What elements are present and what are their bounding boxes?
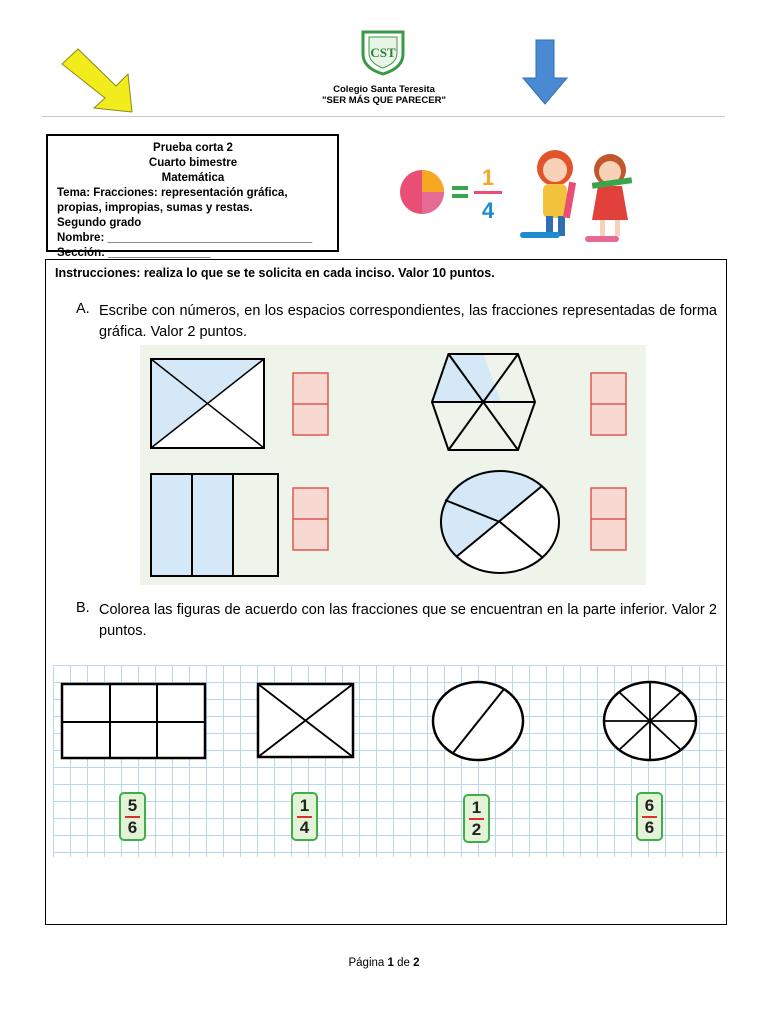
section-a-letter: A. bbox=[76, 301, 90, 317]
equals-sign-icon bbox=[452, 186, 468, 198]
school-name: Colegio Santa Teresita bbox=[333, 84, 435, 95]
hexagon-figure bbox=[432, 354, 535, 450]
illustration-fraction-bar bbox=[474, 191, 502, 194]
header-divider bbox=[42, 116, 725, 117]
fraction-numerator: 6 bbox=[644, 795, 655, 815]
quiz-term: Cuarto bimestre bbox=[148, 157, 238, 169]
six-part-rectangle-figure[interactable] bbox=[62, 684, 205, 758]
quiz-info-box bbox=[46, 134, 339, 259]
section-a-figures bbox=[140, 345, 646, 585]
fraction-denominator: 2 bbox=[471, 819, 482, 839]
children-with-pencils-illustration bbox=[520, 150, 632, 242]
yellow-arrow-icon bbox=[58, 44, 138, 116]
fraction-card-5-6 bbox=[119, 792, 146, 841]
section-b-figures bbox=[53, 665, 725, 785]
fraction-card-6-6 bbox=[636, 792, 663, 841]
half-circle-figure[interactable] bbox=[433, 682, 523, 760]
circle-figure bbox=[439, 470, 559, 573]
section-b-letter: B. bbox=[76, 600, 90, 616]
page-footer bbox=[0, 957, 768, 969]
fraction-denominator: 6 bbox=[644, 817, 655, 837]
x-rectangle-figure[interactable] bbox=[258, 684, 353, 757]
section-b-text: Colorea las figuras de acuerdo con las fracciones que se encuentran en la parte inferior. Valor 2 puntos. bbox=[99, 602, 717, 639]
school-motto: "SER MÁS QUE PARECER" bbox=[322, 95, 446, 106]
school-header bbox=[250, 84, 518, 106]
quiz-topic-line2: propias, impropias, sumas y restas. bbox=[57, 202, 253, 214]
fraction-numerator: 1 bbox=[471, 797, 482, 817]
school-logo bbox=[358, 28, 408, 76]
quiz-subject: Matemática bbox=[161, 172, 225, 184]
answer-box-4[interactable] bbox=[591, 488, 626, 550]
section-a-text: Escribe con números, en los espacios correspondientes, las fracciones representadas de forma gráfica. Valor 2 puntos. bbox=[99, 303, 717, 340]
illustration-denominator: 4 bbox=[481, 198, 495, 223]
sectioned-circle-figure[interactable] bbox=[604, 682, 696, 760]
fraction-card-1-2 bbox=[463, 794, 490, 843]
fraction-denominator: 4 bbox=[299, 817, 310, 837]
fraction-numerator: 5 bbox=[127, 795, 138, 815]
instructions-text: Instrucciones: realiza lo que se te solicita en cada inciso. Valor 10 puntos. bbox=[55, 266, 495, 280]
quiz-grade: Segundo grado bbox=[57, 217, 142, 229]
fraction-denominator: 6 bbox=[127, 817, 138, 837]
school-initials: CST bbox=[370, 45, 396, 60]
section-field[interactable]: Sección: ________________ bbox=[57, 247, 211, 259]
quiz-topic-line1: Tema: Fracciones: representación gráfica, bbox=[57, 187, 288, 199]
footer-middle: de bbox=[393, 957, 414, 969]
current-page-number: 1 bbox=[387, 957, 394, 969]
down-arrow-icon bbox=[520, 38, 570, 108]
rectangle-x-figure bbox=[151, 359, 264, 448]
answer-box-3[interactable] bbox=[293, 488, 328, 550]
strips-figure bbox=[151, 474, 278, 576]
fraction-card-1-4 bbox=[291, 792, 318, 841]
total-pages-number: 2 bbox=[413, 957, 420, 969]
answer-box-1[interactable] bbox=[293, 373, 328, 435]
name-field[interactable]: Nombre: ________________________________ bbox=[57, 232, 313, 244]
illustration-numerator: 1 bbox=[481, 165, 495, 190]
quiz-title: Prueba corta 2 bbox=[153, 142, 233, 154]
fraction-numerator: 1 bbox=[299, 795, 310, 815]
footer-prefix: Página bbox=[348, 957, 388, 969]
answer-box-2[interactable] bbox=[591, 373, 626, 435]
fraction-pie-icon bbox=[400, 170, 444, 214]
fraction-illustration bbox=[370, 140, 670, 252]
